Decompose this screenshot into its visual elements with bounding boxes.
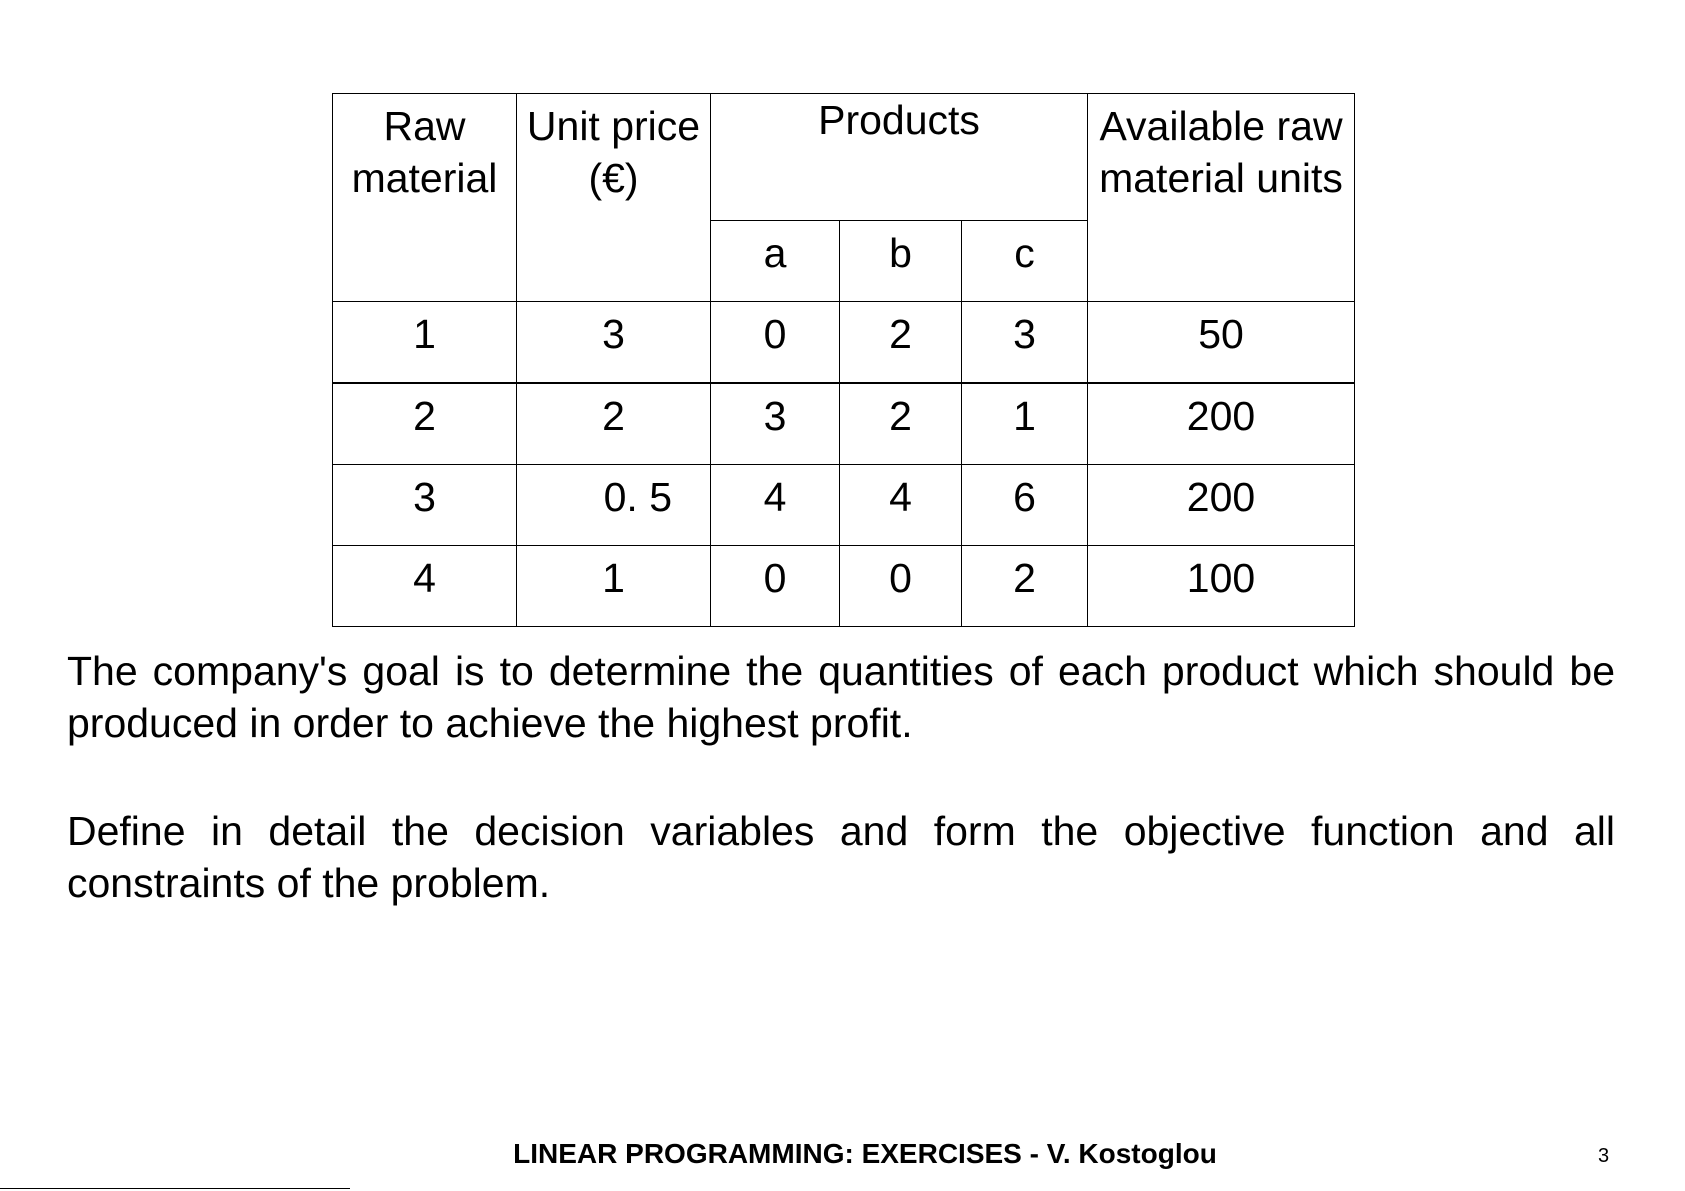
- header-available-units: Available raw material units: [1088, 94, 1355, 302]
- cell-available: 200: [1088, 465, 1355, 546]
- header-product-a: a: [711, 221, 840, 302]
- cell-raw: 4: [333, 546, 517, 627]
- cell-raw: 1: [333, 302, 517, 384]
- table-row: [333, 465, 1355, 546]
- cell-available: 200: [1088, 383, 1355, 465]
- page-number: 3: [1598, 1145, 1610, 1167]
- raw-material-table: [332, 93, 1355, 627]
- cell-c: 2: [962, 546, 1088, 627]
- cell-a: 3: [711, 383, 840, 465]
- cell-price: 1: [517, 546, 711, 627]
- cell-a: 0: [711, 546, 840, 627]
- cell-price: 0. 5: [517, 465, 711, 546]
- cell-price: 2: [517, 383, 711, 465]
- cell-b: 4: [840, 465, 962, 546]
- header-product-c: c: [962, 221, 1088, 302]
- cell-c: 1: [962, 383, 1088, 465]
- header-products: Products: [711, 94, 1088, 221]
- table-row: [333, 546, 1355, 627]
- table-row: [333, 302, 1355, 384]
- footnote-divider: [0, 1188, 350, 1189]
- cell-c: 6: [962, 465, 1088, 546]
- task-paragraph: Define in detail the decision variables and form the objective function and all constraints of the problem.: [67, 808, 1615, 906]
- header-row: [333, 94, 1355, 221]
- cell-b: 2: [840, 383, 962, 465]
- cell-b: 0: [840, 546, 962, 627]
- header-product-b: b: [840, 221, 962, 302]
- cell-a: 4: [711, 465, 840, 546]
- table-row: [333, 383, 1355, 465]
- footer-title: LINEAR PROGRAMMING: EXERCISES - V. Kostoglou: [513, 1138, 1217, 1169]
- cell-raw: 2: [333, 383, 517, 465]
- header-unit-price: Unit price (€): [517, 94, 711, 302]
- cell-available: 50: [1088, 302, 1355, 384]
- cell-c: 3: [962, 302, 1088, 384]
- header-raw-material: Raw material: [333, 94, 517, 302]
- cell-raw: 3: [333, 465, 517, 546]
- cell-available: 100: [1088, 546, 1355, 627]
- cell-a: 0: [711, 302, 840, 384]
- cell-b: 2: [840, 302, 962, 384]
- goal-paragraph: The company's goal is to determine the quantities of each product which should be produced in order to achieve the highest profit.: [67, 648, 1615, 746]
- cell-price: 3: [517, 302, 711, 384]
